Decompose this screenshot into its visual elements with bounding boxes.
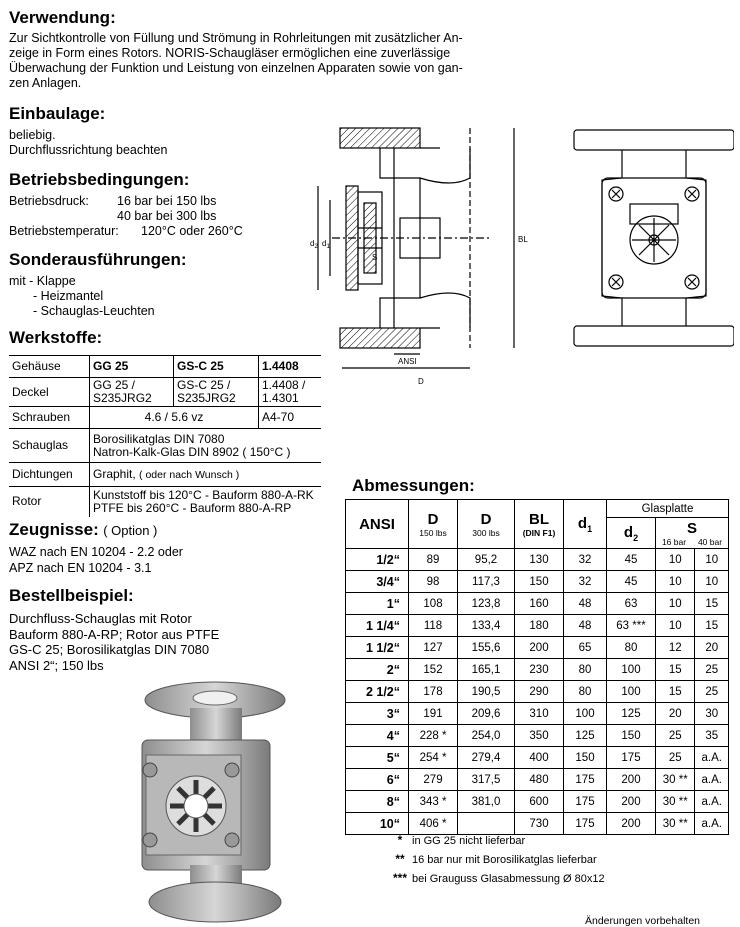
cell-line: 1.4408 / — [262, 378, 306, 392]
druck-label: Betriebsdruck: — [9, 194, 89, 208]
bestell-text — [9, 611, 219, 673]
cell-ansi: 3“ — [346, 703, 409, 725]
text-line: beliebig. — [9, 128, 56, 142]
table-cell: 400 — [515, 747, 564, 769]
table-cell: 30 ** — [656, 769, 695, 791]
table-cell: 480 — [515, 769, 564, 791]
table-cell: 25 — [695, 659, 729, 681]
table-cell: 200 — [607, 769, 656, 791]
col-d-label: D — [480, 510, 492, 528]
table-cell: 20 — [695, 637, 729, 659]
table-cell: 117,3 — [458, 571, 515, 593]
table-cell: 200 — [515, 637, 564, 659]
label-d1: $d_1$ — [322, 239, 330, 250]
table-cell: 30 ** — [656, 791, 695, 813]
werkstoffe-table — [9, 355, 321, 517]
table-cell: 100 — [564, 703, 607, 725]
table-cell: 25 — [656, 747, 695, 769]
temp-label: Betriebstemperatur: — [9, 224, 119, 238]
col-sub: 150 lbs — [419, 527, 447, 538]
col-ansi: ANSI — [346, 500, 409, 549]
table-cell: 32 — [564, 549, 607, 571]
table-row — [9, 378, 321, 407]
table-row — [346, 747, 729, 769]
table-cell: 165,1 — [458, 659, 515, 681]
table-row — [9, 463, 321, 487]
cell-label: Rotor — [9, 487, 90, 517]
heading-zeugnisse: Zeugnisse: — [9, 520, 99, 539]
verwendung-text — [9, 31, 463, 91]
table-cell: 10 — [656, 593, 695, 615]
table-row — [346, 571, 729, 593]
heading-betriebsbedingungen: Betriebsbedingungen: — [9, 170, 190, 189]
cell-ansi: 1 1/2“ — [346, 637, 409, 659]
cell-ss: 1.4408 — [259, 356, 322, 378]
table-cell: 130 — [515, 549, 564, 571]
abmessungen-table — [345, 499, 729, 835]
note-3 — [388, 871, 605, 885]
table-cell: a.A. — [695, 813, 729, 835]
table-cell: 180 — [515, 615, 564, 637]
text-line: Bauform 880-A-RP; Rotor aus PTFE — [9, 626, 220, 642]
table-cell: 15 — [656, 681, 695, 703]
col-d1 — [564, 500, 607, 549]
table-cell: 35 — [695, 725, 729, 747]
heading-bestellbeispiel: Bestellbeispiel: — [9, 586, 134, 605]
table-cell: 125 — [564, 725, 607, 747]
col-d150 — [409, 500, 458, 549]
table-cell: 290 — [515, 681, 564, 703]
cell-gsc25: GS-C 25 — [174, 356, 259, 378]
table-cell: 123,8 — [458, 593, 515, 615]
note-text: bei Grauguss Glasabmessung Ø 80x12 — [412, 873, 605, 885]
heading-sonderausfuehrungen: Sonderausführungen: — [9, 250, 187, 269]
note-text: 16 bar nur mit Borosilikatglas lieferbar — [412, 854, 597, 866]
table-cell: 80 — [564, 659, 607, 681]
cell-label: Dichtungen — [9, 463, 90, 487]
cell-ansi: 2 1/2“ — [346, 681, 409, 703]
table-row — [346, 549, 729, 571]
cell-label: Deckel — [9, 378, 90, 407]
cell-ansi: 1 1/4“ — [346, 615, 409, 637]
col-d2 — [607, 518, 656, 549]
text-line: GS-C 25; Borosilikatglas DIN 7080 — [9, 642, 210, 657]
cell-value — [90, 378, 174, 407]
table-cell: a.A. — [695, 747, 729, 769]
cell-text: Natron-Kalk-Glas DIN 8902 — [93, 444, 240, 459]
col-bl-label: BL — [529, 510, 549, 528]
zeugnisse-option: ( Option ) — [103, 523, 158, 538]
table-cell: 45 — [607, 549, 656, 571]
table-cell: 254 * — [409, 747, 458, 769]
table-cell: 125 — [607, 703, 656, 725]
heading-abmessungen: Abmessungen: — [352, 476, 475, 495]
table-row — [9, 429, 321, 463]
table-cell: 15 — [695, 615, 729, 637]
text-line: zen Anlagen. — [9, 76, 82, 90]
cell-line: GG 25 / — [93, 378, 136, 392]
table-cell — [458, 813, 515, 835]
table-cell: 100 — [607, 681, 656, 703]
table-cell: 254,0 — [458, 725, 515, 747]
table-cell: 12 — [656, 637, 695, 659]
col-glasplatte: Glasplatte — [607, 500, 729, 518]
table-cell: 730 — [515, 813, 564, 835]
cell-line: GS-C 25 / — [177, 378, 231, 392]
table-cell: 20 — [656, 703, 695, 725]
table-cell: 175 — [564, 813, 607, 835]
table-cell: 127 — [409, 637, 458, 659]
note-2 — [388, 852, 597, 866]
label-d: D — [418, 377, 424, 386]
table-cell: 45 — [607, 571, 656, 593]
cell-value — [90, 487, 322, 517]
label-d2: $d_2$ — [310, 239, 318, 250]
table-cell: 175 — [607, 747, 656, 769]
col-d-label: D — [427, 510, 439, 528]
table-cell: 10 — [656, 615, 695, 637]
cell-ansi: 8“ — [346, 791, 409, 813]
table-cell: 230 — [515, 659, 564, 681]
col-d300 — [458, 500, 515, 549]
table-cell: 190,5 — [458, 681, 515, 703]
table-cell: 317,5 — [458, 769, 515, 791]
cell-ansi: 10“ — [346, 813, 409, 835]
table-cell: 178 — [409, 681, 458, 703]
table-cell: a.A. — [695, 769, 729, 791]
text-line: ANSI 2“; 150 lbs — [9, 657, 104, 673]
col-sub: (DIN F1) — [522, 527, 556, 538]
zeugnisse-heading-row — [9, 520, 157, 540]
product-photo — [120, 680, 290, 925]
zeugnis-line: APZ nach EN 10204 - 3.1 — [9, 561, 152, 575]
cell-ansi: 1/2“ — [346, 549, 409, 571]
col-d1-sub: 1 — [587, 523, 593, 534]
table-cell: 10 — [695, 549, 729, 571]
col-bl — [515, 500, 564, 549]
table-cell: 228 * — [409, 725, 458, 747]
text-line: zeige in Form eines Rotors. NORIS-Schaugläser ermöglichen eine zuverlässige — [9, 46, 451, 60]
label-d1-sub: 1 — [326, 244, 330, 250]
cell-ansi: 1“ — [346, 593, 409, 615]
table-cell: 175 — [564, 791, 607, 813]
note-mark: ** — [395, 852, 405, 866]
cell-line: S235JRG2 — [93, 391, 152, 405]
cell-ansi: 6“ — [346, 769, 409, 791]
cell-value — [174, 378, 259, 407]
note-text: in GG 25 nicht lieferbar — [412, 835, 526, 847]
col-s-sub — [656, 537, 728, 547]
text-line: Zur Sichtkontrolle von Füllung und Strömung in Rohrleitungen mit zusätzlicher An- — [9, 31, 463, 45]
heading-einbaulage: Einbaulage: — [9, 104, 106, 123]
table-cell: 98 — [409, 571, 458, 593]
table-cell: 15 — [656, 659, 695, 681]
einbaulage-text — [9, 128, 167, 158]
table-cell: 279,4 — [458, 747, 515, 769]
table-cell: 10 — [695, 571, 729, 593]
table-cell: 133,4 — [458, 615, 515, 637]
note-mark: *** — [392, 871, 407, 885]
table-cell: a.A. — [695, 791, 729, 813]
sonder-line: - Schauglas-Leuchten — [33, 304, 155, 318]
sonder-line: - Heizmantel — [33, 289, 104, 303]
col-s16: 16 bar — [661, 536, 687, 547]
table-cell: 95,2 — [458, 549, 515, 571]
table-row — [346, 791, 729, 813]
table-cell: 25 — [656, 725, 695, 747]
table-cell: 100 — [607, 659, 656, 681]
col-d2-sub: 2 — [633, 532, 639, 543]
table-cell: 80 — [607, 637, 656, 659]
table-cell: 191 — [409, 703, 458, 725]
cell-ansi: 4“ — [346, 725, 409, 747]
col-s-label: S — [686, 519, 697, 537]
cell-ansi: 2“ — [346, 659, 409, 681]
cell-text: ( 150°C ) — [242, 444, 291, 459]
table-cell: 65 — [564, 637, 607, 659]
note-mark: * — [397, 833, 403, 847]
cell-label: Gehäuse — [9, 356, 90, 378]
table-cell: 48 — [564, 593, 607, 615]
table-cell: 279 — [409, 769, 458, 791]
table-row — [346, 593, 729, 615]
text-line: Überwachung der Funktion und Leistung von einzelnen Apparaten sowie von gan- — [9, 61, 463, 75]
heading-werkstoffe: Werkstoffe: — [9, 328, 103, 347]
cell-ansi: 5“ — [346, 747, 409, 769]
table-cell: 175 — [564, 769, 607, 791]
text-line: Durchfluss-Schauglas mit Rotor — [9, 611, 192, 626]
cell-line: Borosilikatglas DIN 7080 — [93, 431, 225, 446]
table-cell: 155,6 — [458, 637, 515, 659]
sonder-line: mit - Klappe — [9, 274, 76, 288]
table-cell: 80 — [564, 681, 607, 703]
cell-ansi: 3/4“ — [346, 571, 409, 593]
cell-label: Schauglas — [9, 429, 90, 463]
cell-gg25: GG 25 — [90, 356, 174, 378]
technical-drawing — [302, 118, 734, 408]
cell-line — [93, 446, 318, 459]
zeugnis-line: WAZ nach EN 10204 - 2.2 oder — [9, 545, 183, 559]
table-cell: 10 — [656, 549, 695, 571]
table-row — [346, 813, 729, 835]
table-cell: 310 — [515, 703, 564, 725]
cell-text: Graphit, — [93, 466, 136, 481]
table-cell: 30 ** — [656, 813, 695, 835]
header-row — [346, 500, 729, 518]
table-cell: 32 — [564, 571, 607, 593]
temp-value: 120°C oder 260°C — [141, 224, 243, 238]
table-cell: 200 — [607, 791, 656, 813]
cell-value — [90, 429, 322, 463]
druck-value-1: 16 bar bei 150 lbs — [117, 194, 217, 208]
text-line: Durchflussrichtung beachten — [9, 143, 168, 157]
druck-value-2: 40 bar bei 300 lbs — [117, 209, 217, 223]
table-cell: 48 — [564, 615, 607, 637]
cell-line: 1.4301 — [262, 391, 299, 405]
cell-line: PTFE bis 260°C - Bauform 880-A-RP — [93, 500, 292, 515]
table-cell: 63 *** — [607, 615, 656, 637]
cell-text: ( oder nach Wunsch ) — [139, 468, 240, 481]
col-d2-label: d — [623, 523, 634, 541]
col-sub: 300 lbs — [472, 527, 500, 538]
table-row — [346, 659, 729, 681]
table-cell: 209,6 — [458, 703, 515, 725]
table-cell: 406 * — [409, 813, 458, 835]
table-row — [9, 356, 321, 378]
table-row — [346, 769, 729, 791]
table-cell: 150 — [515, 571, 564, 593]
table-cell: 150 — [564, 747, 607, 769]
table-cell: 381,0 — [458, 791, 515, 813]
table-cell: 118 — [409, 615, 458, 637]
label-ansi: ANSI — [398, 357, 417, 366]
table-cell: 10 — [656, 571, 695, 593]
table-row — [9, 487, 321, 517]
table-row — [346, 681, 729, 703]
table-cell: 108 — [409, 593, 458, 615]
note-1 — [388, 833, 525, 847]
heading-verwendung: Verwendung: — [9, 8, 116, 27]
cell-value — [90, 463, 322, 487]
table-cell: 343 * — [409, 791, 458, 813]
col-d1-label: d — [577, 514, 588, 532]
table-cell: 160 — [515, 593, 564, 615]
cell-value: A4-70 — [259, 407, 322, 429]
table-row — [346, 615, 729, 637]
col-s40: 40 bar — [697, 536, 723, 547]
table-cell: 150 — [607, 725, 656, 747]
table-cell: 15 — [695, 593, 729, 615]
table-cell: 30 — [695, 703, 729, 725]
table-cell: 600 — [515, 791, 564, 813]
cell-line: S235JRG2 — [177, 391, 236, 405]
table-cell: 89 — [409, 549, 458, 571]
col-s — [656, 518, 729, 549]
footer-note: Änderungen vorbehalten — [585, 915, 701, 927]
table-cell: 63 — [607, 593, 656, 615]
table-cell: 350 — [515, 725, 564, 747]
label-s: S — [372, 253, 378, 262]
cell-value: 4.6 / 5.6 vz — [90, 407, 259, 429]
table-cell: 25 — [695, 681, 729, 703]
table-row — [346, 725, 729, 747]
cell-label: Schrauben — [9, 407, 90, 429]
table-row — [346, 703, 729, 725]
cell-line: Kunststoff bis 120°C - Bauform 880-A-RK — [93, 487, 314, 502]
label-d2-sub: 2 — [314, 244, 318, 250]
table-row — [346, 637, 729, 659]
table-row — [9, 407, 321, 429]
table-cell: 152 — [409, 659, 458, 681]
table-cell: 200 — [607, 813, 656, 835]
label-bl: BL — [518, 235, 528, 244]
